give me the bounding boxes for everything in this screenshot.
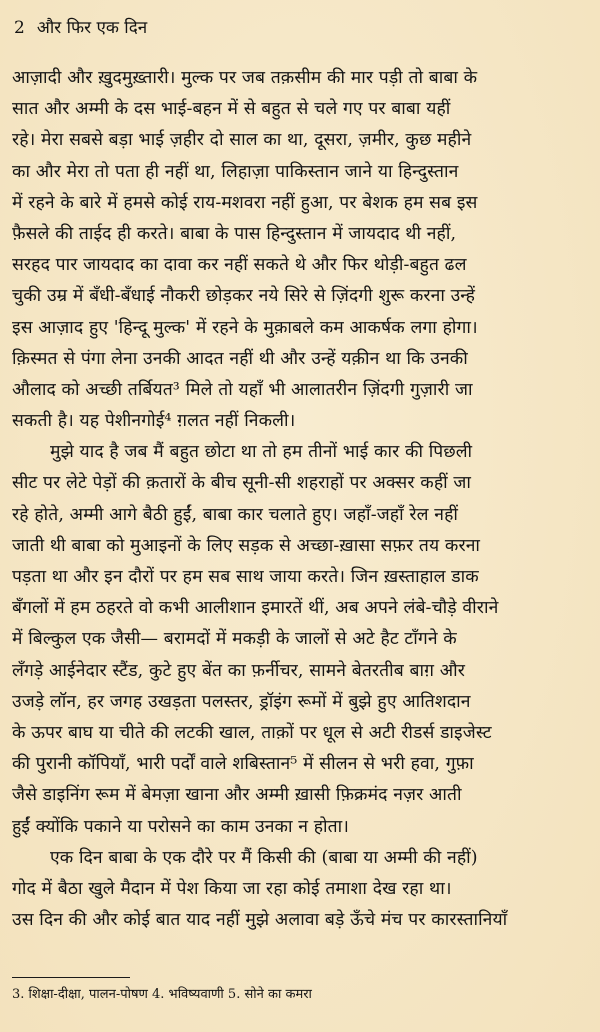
footnotes: 3. शिक्षा-दीक्षा, पालन-पोषण 4. भविष्यवाणी 5. सोने का कमरा xyxy=(12,987,312,1002)
text-line: चुकी उम्र में बँधी-बँधाई नौकरी छोड़कर नये सिरे से ज़िंदगी शुरू करना उन्हें xyxy=(12,286,476,307)
page-header xyxy=(14,17,147,39)
text-line: के ऊपर बाघ या चीते की लटकी खाल, ताक़ों पर धूल से अटी रीडर्स डाइजेस्ट xyxy=(12,722,492,743)
text-line: सीट पर लेटे पेड़ों की क़तारों के बीच सूनी-सी शहराहों पर अक्सर कहीं जा xyxy=(12,473,472,494)
running-title: और फिर एक दिन xyxy=(36,18,148,38)
text-line: उस दिन की और कोई बात याद नहीं मुझे अलावा बड़े ऊँचे मंच पर कारस्तानियाँ xyxy=(12,910,508,931)
paragraph xyxy=(12,437,588,842)
text-line: की पुरानी कॉपियाँ, भारी पर्दों वाले शबिस्तान⁵ में सीलन से भरी हवा, गुफ़ा xyxy=(12,754,474,775)
text-line: में बिल्कुल एक जैसी— बरामदों में मकड़ी के जालों से अटे हैट टाँगने के xyxy=(12,629,457,650)
text-line: सात और अम्मी के दस भाई-बहन में से बहुत से चले गए पर बाबा यहीं xyxy=(12,99,451,120)
text-line: इस आज़ाद हुए 'हिन्दू मुल्क' में रहने के मुक़ाबले कम आकर्षक लगा होगा। xyxy=(12,317,478,338)
text-line: लँगड़े आईनेदार स्टैंड, कुटे हुए बेंत का फ़र्नीचर, सामने बेतरतीब बाग़ और xyxy=(12,660,466,681)
text-line: औलाद को अच्छी तर्बियत³ मिले तो यहाँ भी आलातरीन ज़िंदगी गुज़ारी जा xyxy=(12,379,473,400)
text-line: का और मेरा तो पता ही नहीं था, लिहाज़ा पाकिस्तान जाने या हिन्दुस्तान xyxy=(12,161,459,182)
text-line: रहे होते, अम्मी आगे बैठी हुईं, बाबा कार चलाते हुए। जहाँ-जहाँ रेल नहीं xyxy=(12,504,459,525)
text-line: गोद में बैठा खुले मैदान में पेश किया जा रहा कोई तमाशा देख रहा था। xyxy=(12,878,452,899)
body-text xyxy=(12,63,588,936)
text-line: बँगलों में हम ठहरते वो कभी आलीशान इमारतें थीं, अब अपने लंबे-चौड़े वीराने xyxy=(12,598,499,619)
text-line: में रहने के बारे में हमसे कोई राय-मशवरा नहीं हुआ, पर बेशक हम सब इस xyxy=(12,192,478,213)
text-line: जाती थी बाबा को मुआइनों के लिए सड़क से अच्छा-ख़ासा सफ़र तय करना xyxy=(12,535,481,556)
text-line: हुईं क्योंकि पकाने या परोसने का काम उनका न होता। xyxy=(12,816,350,837)
text-line: एक दिन बाबा के एक दौरे पर मैं किसी की (बाबा या अम्मी की नहीं) xyxy=(50,847,478,868)
text-line: मुझे याद है जब मैं बहुत छोटा था तो हम तीनों भाई कार की पिछली xyxy=(50,442,473,463)
text-line: फ़ैसले की ताईद ही करते। बाबा के पास हिन्दुस्तान में जायदाद थी नहीं, xyxy=(12,223,457,244)
text-line: पड़ता था और इन दौरों पर हम सब साथ जाया करते। जिन ख़स्ताहाल डाक xyxy=(12,567,479,587)
text-line: जैसे डाइनिंग रूम में बेमज़ा खाना और अम्मी ख़ासी फ़िक्रमंद नज़र आती xyxy=(12,785,462,806)
text-line: उजड़े लॉन, हर जगह उखड़ता पलस्तर, ड्रॉइंग रूमों में बुझे हुए आतिशदान xyxy=(12,691,471,712)
footnote-rule xyxy=(12,977,130,978)
paragraph xyxy=(12,843,588,937)
page-number: 2 xyxy=(14,18,25,38)
paragraph xyxy=(12,63,588,437)
text-line: क़िस्मत से पंगा लेना उनकी आदत नहीं थी और उन्हें यक़ीन था कि उनकी xyxy=(12,348,468,369)
text-line: सकती है। यह पेशीनगोई⁴ ग़लत नहीं निकली। xyxy=(12,411,296,432)
text-line: आज़ादी और ख़ुदमुख़्तारी। मुल्क पर जब तक़सीम की मार पड़ी तो बाबा के xyxy=(12,68,478,88)
text-line: सरहद पार जायदाद का दावा कर नहीं सकते थे और फिर थोड़ी-बहुत ढल xyxy=(12,255,467,276)
text-line: रहे। मेरा सबसे बड़ा भाई ज़हीर दो साल का था, दूसरा, ज़मीर, कुछ महीने xyxy=(12,130,472,151)
